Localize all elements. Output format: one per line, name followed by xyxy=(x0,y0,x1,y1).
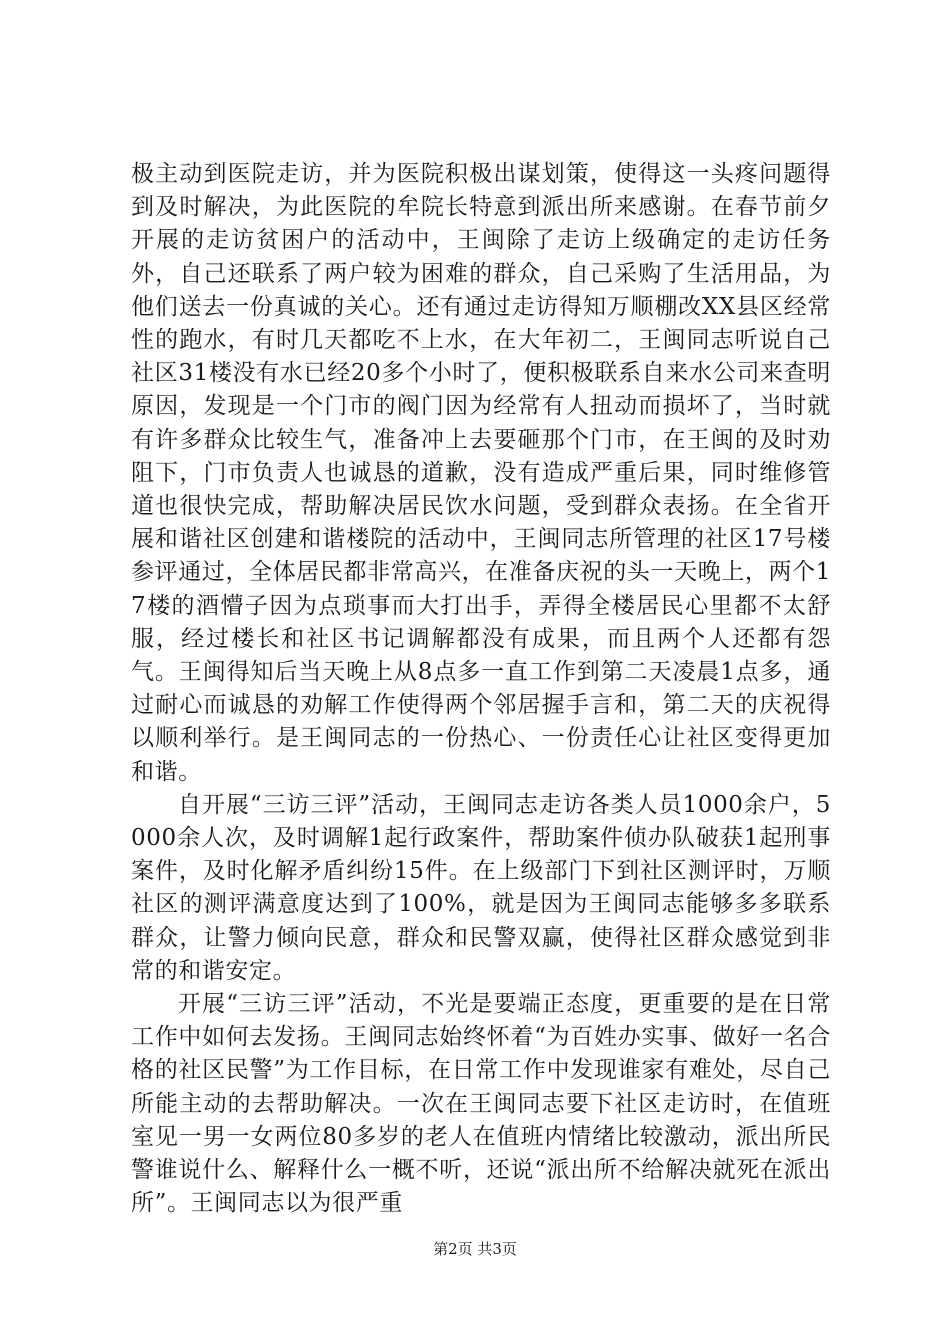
page-footer: 第2页 共3页 xyxy=(433,1240,517,1258)
paragraph-continued: 极主动到医院走访，并为医院积极出谋划策，使得这一头疼问题得到及时解决，为此医院的牟院长特意到派出所来感谢。在春节前夕开展的走访贫困户的活动中，王闽除了走访上级确定的走访任务外，自己还联系了两户较为困难的群众，自己采购了生活用品，为他们送去一份真诚的关心。还有通过走访得知万顺棚改XX县区经常性的跑水，有时几天都吃不上水，在大年初二，王闽同志听说自己社区31楼没有水已经20多个小时了，便积极联系自来水公司来查明原因，发现是一个门市的阀门因为经常有人扭动而损坏了，当时就有许多群众比较生气，准备冲上去要砸那个门市，在王闽的及时劝阻下，门市负责人也诚恳的道歉，没有造成严重后果，同时维修管道也很快完成，帮助解决居民饮水问题，受到群众表扬。在全省开展和谐社区创建和谐楼院的活动中，王闽同志所管理的社区17号楼参评通过，全体居民都非常高兴，在准备庆祝的头一天晚上，两个17楼的酒懵子因为点琐事而大打出手，弄得全楼居民心里都不太舒服，经过楼长和社区书记调解都没有成果，而且两个人还都有怨气。王闽得知后当天晚上从8点多一直工作到第二天凌晨1点多，通过耐心而诚恳的劝解工作使得两个邻居握手言和，第二天的庆祝得以顺利举行。是王闽同志的一份热心、一份责任心让社区变得更加和谐。 xyxy=(131,161,831,785)
paragraph-statistics: 自开展“三访三评”活动，王闽同志走访各类人员1000余户，5000余人次，及时调解1起行政案件，帮助案件侦办队破获1起刑事案件，及时化解矛盾纠纷15件。在上级部门下到社区测评时，万顺社区的测评满意度达到了100%，就是因为王闽同志能够多多联系群众，让警力倾向民意，群众和民警双赢，使得社区群众感觉到非常的和谐安定。 xyxy=(131,791,831,984)
document-body xyxy=(131,158,831,1221)
paragraph-activity: 开展“三访三评”活动，不光是要端正态度，更重要的是在日常工作中如何去发扬。王闽同志始终怀着“为百姓办实事、做好一名合格的社区民警”为工作目标，在日常工作中发现谁家有难处，尽自己所能主动的去帮助解决。一次在王闽同志要下社区走访时，在值班室见一男一女两位80多岁的老人在值班内情绪比较激动，派出所民警谁说什么、解释什么一概不听，还说“派出所不给解决就死在派出所”。王闽同志以为很严重 xyxy=(131,991,831,1217)
